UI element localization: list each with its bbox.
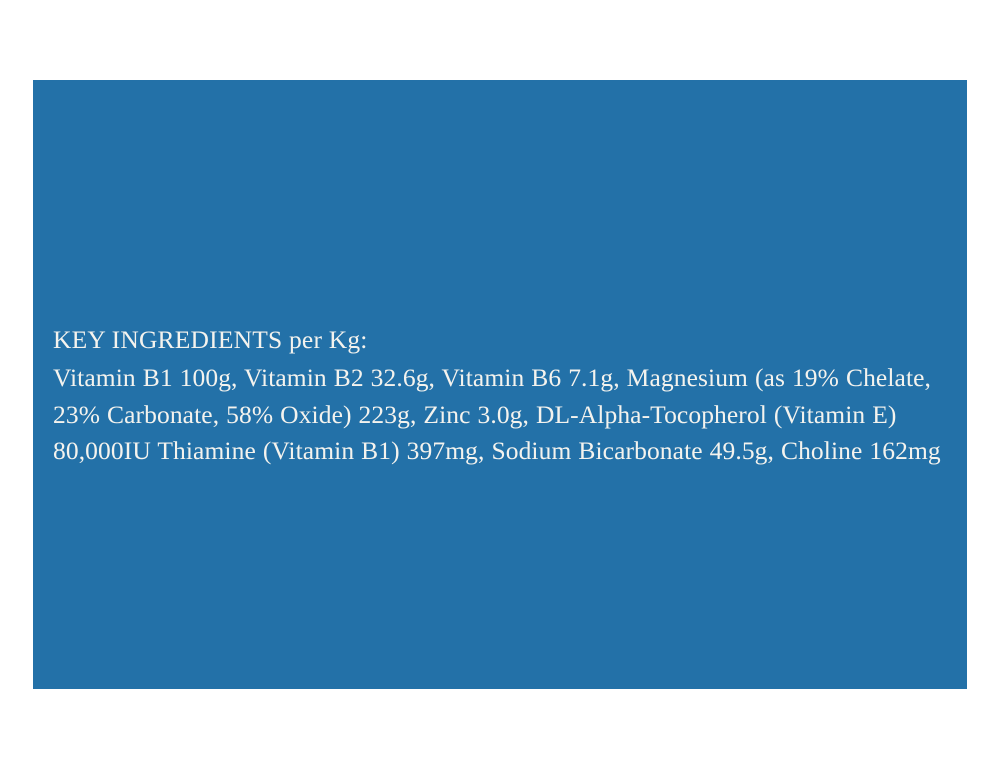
- ingredients-list-text: Vitamin B1 100g, Vitamin B2 32.6g, Vitamin B6 7.1g, Magnesium (as 19% Chelate, 23% Carbonate, 58% Oxide) 223g, Zinc 3.0g, DL-Alpha-Tocopherol (Vitamin E) 80,000IU Thiamine (Vitamin B1) 397mg, Sodium Bicarbonate 49.5g, Choline 162mg: [53, 363, 941, 465]
- key-ingredients-heading: KEY INGREDIENTS per Kg:: [53, 325, 368, 354]
- ingredients-content: [53, 322, 943, 470]
- ingredients-panel: [33, 80, 967, 689]
